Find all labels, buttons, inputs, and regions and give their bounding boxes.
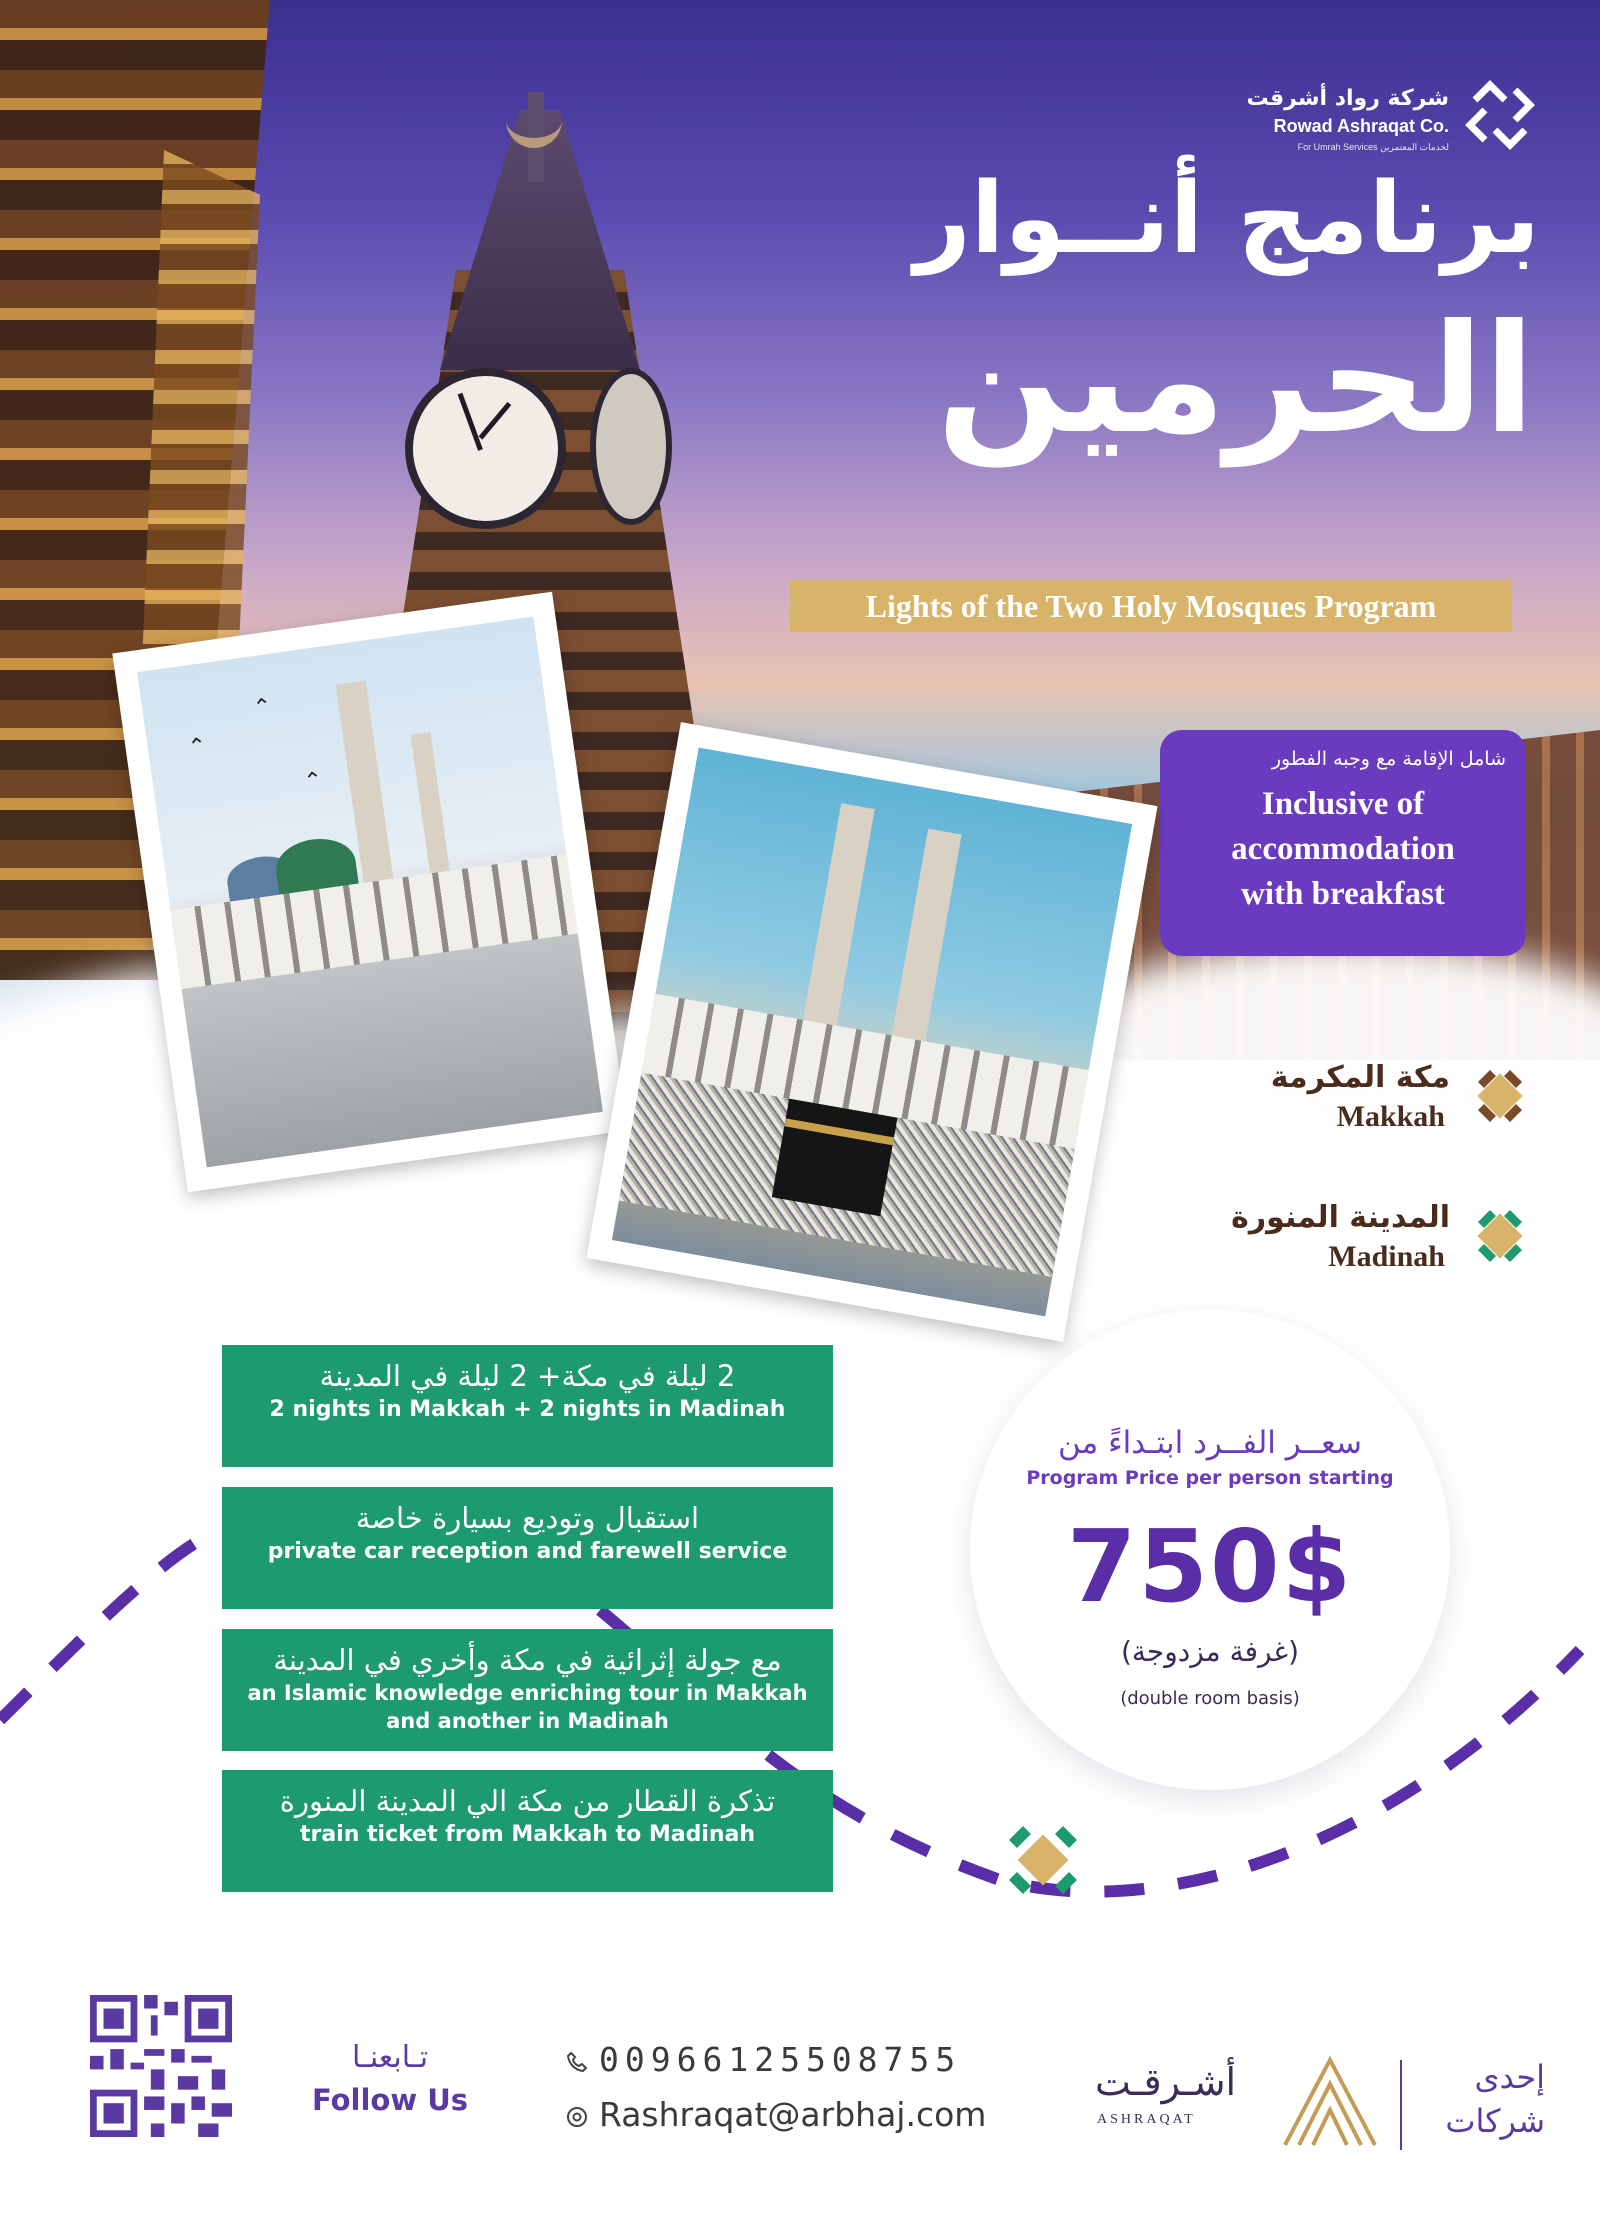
bird-icon: ⌃ (186, 733, 209, 761)
minaret (798, 803, 875, 1055)
clock-face (405, 368, 566, 529)
ashraqat-name-ar: أشـرقـت (1095, 2060, 1237, 2104)
feature-en: train ticket from Makkah to Madinah (299, 1822, 756, 1847)
feature-box (222, 1487, 833, 1609)
brand-name-ar: شركة رواد أشرقت (1246, 86, 1449, 111)
city-name-ar: مكة المكرمة (1270, 1060, 1450, 1095)
kaaba (772, 1099, 898, 1217)
crescent-icon (506, 92, 562, 148)
brand-tagline: For Umrah Services لخدمات المعتمرين (1297, 142, 1449, 152)
headline-ar-line2: الحرمين (936, 293, 1535, 467)
headline-en-banner: Lights of the Two Holy Mosques Program (790, 580, 1512, 632)
phone-row[interactable] (565, 2040, 961, 2079)
group-line: شركات (1445, 2102, 1545, 2140)
price-value: 750$ (1066, 1508, 1354, 1625)
city-name-en: Makkah (1336, 1100, 1445, 1133)
feature-en: private car reception and farewell service (267, 1539, 788, 1564)
price-label-ar: سعــر الفــرد ابتـداءً من (1058, 1425, 1362, 1461)
email-icon (565, 2105, 589, 2129)
email-row[interactable] (565, 2095, 986, 2134)
bird-icon: ⌃ (302, 767, 325, 795)
company-logo (1245, 80, 1535, 170)
kaaba-image (612, 748, 1132, 1317)
price-circle (970, 1310, 1450, 1790)
room-basis-en: (double room basis) (1120, 1688, 1300, 1709)
phone-number[interactable]: 00966125508755 (599, 2040, 962, 2079)
feature-ar: مع جولة إثرائية في مكة وأخري في المدينة (273, 1643, 782, 1677)
headline-ar-line1: برنامج أنــوار (914, 162, 1540, 276)
brand-name-en: Rowad Ashraqat Co. (1273, 116, 1449, 136)
madinah-mosque-image (137, 617, 603, 1168)
ashraqat-mark-icon (1275, 2050, 1385, 2150)
madinah-photo (112, 592, 627, 1192)
feature-en: and another in Madinah (386, 1709, 669, 1733)
inclusive-en-line: with breakfast (1241, 876, 1445, 912)
bird-icon: ⌃ (251, 694, 274, 722)
route-ornament-icon (1009, 1826, 1077, 1894)
city-makkah (1210, 1060, 1530, 1140)
email-address[interactable]: Rashraqat@arbhaj.com (599, 2095, 987, 2134)
price-label-en: Program Price per person starting (1026, 1467, 1394, 1489)
feature-ar: 2 ليلة في مكة+ 2 ليلة في المدينة (319, 1359, 736, 1393)
feature-box (222, 1345, 833, 1467)
star-ornament-icon (1470, 1066, 1530, 1126)
ashraqat-logo (1095, 2050, 1395, 2160)
feature-box (222, 1629, 833, 1751)
feature-box (222, 1770, 833, 1892)
city-name-ar: المدينة المنورة (1231, 1200, 1450, 1235)
footer-divider (1400, 2060, 1402, 2150)
inclusive-en-line: Inclusive of (1261, 786, 1425, 822)
room-basis-ar: (غرفة مزدوجة) (1121, 1635, 1299, 1668)
minaret (886, 829, 961, 1071)
group-line: إحدى (1474, 2058, 1545, 2096)
inclusive-en-line: accommodation (1231, 831, 1455, 867)
city-madinah (1210, 1200, 1530, 1280)
feature-en: an Islamic knowledge enriching tour in Makkah (247, 1681, 808, 1705)
rowad-logo-icon (1465, 80, 1535, 150)
feature-ar: تذكرة القطار من مكة الي المدينة المنورة (279, 1784, 776, 1818)
inclusive-ar: شامل الإقامة مع وجبه الفطور (1271, 748, 1506, 770)
inclusive-en (1180, 782, 1506, 917)
feature-en: 2 nights in Makkah + 2 nights in Madinah (269, 1397, 786, 1422)
feature-ar: استقبال وتوديع بسيارة خاصة (355, 1501, 700, 1535)
follow-us-ar: تـابعنـا (351, 2040, 429, 2075)
city-name-en: Madinah (1328, 1240, 1445, 1273)
minaret (411, 732, 450, 873)
ashraqat-name-en: ASHRAQAT (1097, 2112, 1196, 2127)
star-ornament-icon (1470, 1206, 1530, 1266)
phone-icon (565, 2050, 589, 2074)
qr-code[interactable] (90, 1995, 232, 2137)
makkah-photo (586, 722, 1157, 1342)
inclusive-box (1160, 730, 1526, 956)
clock-face-side (590, 368, 672, 525)
group-label (1425, 2055, 1545, 2143)
follow-us (295, 2040, 485, 2117)
follow-us-en: Follow Us (311, 2083, 469, 2117)
